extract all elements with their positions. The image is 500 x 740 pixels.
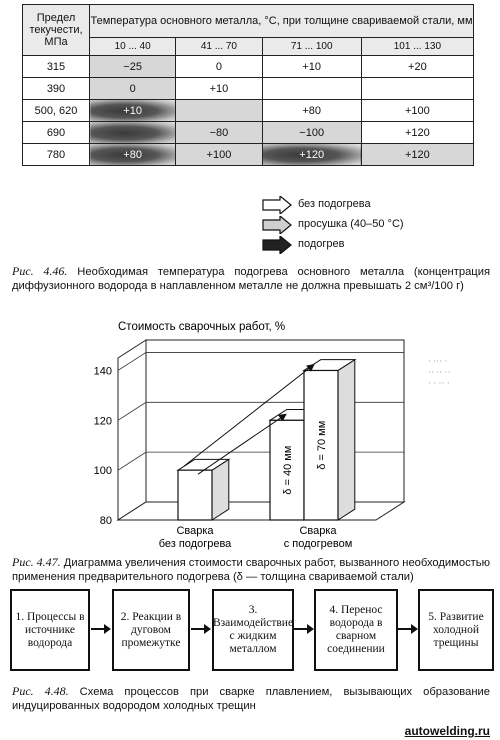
table-cell: +10	[262, 56, 361, 78]
legend-label: просушка (40–50 °С)	[298, 218, 404, 230]
caption-number: Рис. 4.46.	[12, 264, 68, 278]
table-cell	[361, 78, 473, 100]
thickness-col-2: 41 ... 70	[176, 38, 262, 56]
category-label: Сварка	[299, 525, 337, 537]
bar-delta-70	[304, 360, 355, 520]
bar-no-preheat	[178, 459, 229, 520]
thickness-col-4: 101 ... 130	[361, 38, 473, 56]
table-cell: +120	[262, 144, 361, 166]
table-cell: −25	[90, 56, 176, 78]
caption-fig-4-48	[12, 684, 490, 713]
caption-number: Рис. 4.48.	[12, 684, 69, 698]
table-cell: +80	[262, 100, 361, 122]
table-row	[23, 100, 474, 122]
caption-fig-4-46	[12, 264, 490, 293]
y-tick-label: 80	[99, 515, 112, 527]
arrow-right-icon	[190, 622, 212, 636]
watermark	[428, 356, 450, 389]
category-label: Сварка	[176, 525, 214, 537]
table-row	[23, 122, 474, 144]
left-wall	[118, 340, 146, 520]
row-label: 390	[23, 78, 90, 100]
table-cell: +100	[361, 100, 473, 122]
cost-chart	[0, 316, 500, 552]
legend-label: подогрев	[298, 238, 345, 250]
flow-step-2: 2. Реакции в дуговом промежутке	[112, 589, 190, 671]
table-cell: +10	[176, 78, 262, 100]
y-tick-label: 100	[93, 465, 112, 478]
site-link[interactable]: autowelding.ru	[404, 724, 490, 738]
caption-text: Необходимая температура подогрева основного металла (концентрация диффузионного водорода в наплавленном металле не должна превышать 2 см³/100 г)	[12, 266, 491, 292]
table-cell: 0	[176, 56, 262, 78]
legend-label: без подогрева	[298, 198, 371, 210]
table-row	[23, 78, 474, 100]
table-cell: +10	[90, 100, 176, 122]
category-label: без подогрева	[158, 538, 232, 550]
category-label: с подогревом	[283, 538, 353, 550]
bar-front	[178, 470, 212, 520]
table-cell: +120	[361, 144, 473, 166]
floor	[118, 502, 404, 520]
table-cell	[176, 100, 262, 122]
table-cell: −80	[176, 122, 262, 144]
arrow-gray-icon	[262, 216, 292, 234]
table-cell: +100	[176, 144, 262, 166]
caption-fig-4-47	[12, 555, 490, 584]
arrow-right-icon	[293, 622, 315, 636]
arrow-right-icon	[90, 622, 112, 636]
y-tick-label: 140	[93, 365, 112, 378]
bar-label: δ = 40 мм	[282, 445, 294, 495]
table-cell: +20	[361, 56, 473, 78]
table-row	[23, 56, 474, 78]
arrow-white-icon	[262, 196, 292, 214]
table-cell	[90, 122, 176, 144]
table-cell: +80	[90, 144, 176, 166]
table-cell	[262, 78, 361, 100]
flow-step-3: 3. Взаимодействие с жидким металлом	[212, 589, 294, 671]
flow-step-1: 1. Процессы в источнике водорода	[10, 589, 90, 671]
chart-categories	[159, 525, 353, 550]
flow-step-4: 4. Перенос водорода в сварном соединении	[314, 589, 398, 671]
row-label: 780	[23, 144, 90, 166]
row-label: 500, 620	[23, 100, 90, 122]
thickness-col-1: 10 ... 40	[90, 38, 176, 56]
caption-text: Схема процессов при сварке плавлением, вызывающих образование индуцированных водородом холодных трещин	[12, 686, 490, 712]
row-label: 315	[23, 56, 90, 78]
yield-header: Предел текучести, МПа	[23, 5, 90, 56]
watermark-line: ·· ·· ··	[428, 367, 451, 377]
flow-step-5: 5. Развитие холодной трещины	[418, 589, 494, 671]
chart-title: Стоимость сварочных работ, %	[118, 321, 286, 333]
caption-text: Диаграмма увеличения стоимости сварочных работ, вызванного необходимостью применения предварительного подогрева (δ — толщина свариваемой стали)	[12, 557, 491, 583]
bar-side	[338, 360, 355, 520]
bar-label: δ = 70 мм	[316, 420, 328, 470]
y-tick-label: 120	[93, 415, 112, 428]
table-cell: 0	[90, 78, 176, 100]
table-cell: +120	[361, 122, 473, 144]
watermark-line: · · ·· ·	[428, 378, 450, 388]
thickness-col-3: 71 ... 100	[262, 38, 361, 56]
temperature-header: Температура основного металла, °С, при толщине свариваемой стали, мм	[90, 5, 474, 38]
arrow-black-icon	[262, 236, 292, 254]
preheat-table	[22, 4, 474, 166]
caption-number: Рис. 4.47.	[12, 555, 61, 569]
row-label: 690	[23, 122, 90, 144]
table-cell: −100	[262, 122, 361, 144]
arrow-right-icon	[397, 622, 419, 636]
watermark-line: · ··· ·	[428, 356, 448, 366]
table-row	[23, 144, 474, 166]
chart-frame	[118, 340, 404, 520]
